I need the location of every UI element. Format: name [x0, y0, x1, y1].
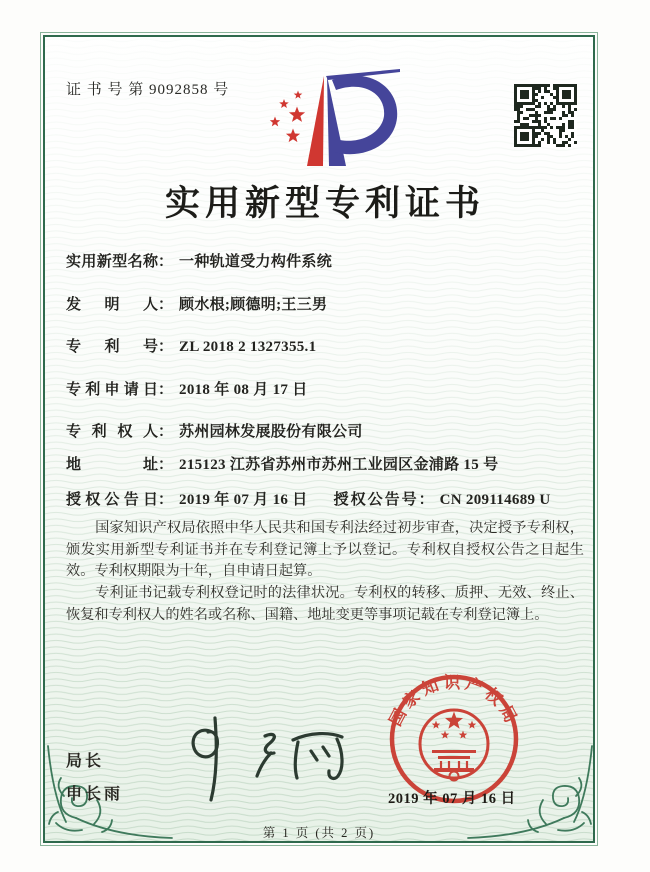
field-row [66, 488, 550, 509]
field-label: 发明人 [66, 297, 158, 313]
field-value: 苏州园林发展股份有限公司 [179, 424, 363, 440]
field-value: 一种轨道受力构件系统 [179, 254, 333, 270]
field-value: 215123 江苏省苏州市苏州工业园区金浦路 15 号 [179, 457, 499, 473]
seal-date: 2019 年 07 月 16 日 [388, 791, 516, 807]
field-label: 专利号 [66, 339, 158, 355]
logo-stars [270, 91, 305, 143]
field-label: 专利权人 [66, 424, 158, 440]
field-value: 2018 年 08 月 17 日 [179, 382, 308, 398]
page-number: 第 1 页 (共 2 页) [262, 826, 376, 840]
field-colon: ： [158, 424, 174, 440]
field-value: CN 209114689 U [439, 492, 551, 508]
seal-national-emblem [420, 710, 488, 781]
field-colon: ： [158, 254, 174, 270]
cnipa-logo-icon [250, 64, 420, 174]
field-colon: ： [158, 492, 174, 508]
field-row [66, 293, 327, 314]
signature-icon [170, 710, 370, 805]
field-label: 授权公告号 [333, 492, 419, 508]
seal-agency-text: 国家知识产权局 [385, 673, 523, 730]
field-label: 授权公告日 [66, 492, 158, 508]
legal-paragraph-2: 专利证书记载专利权登记时的法律状况。专利权的转移、质押、无效、终止、恢复和专利权人的姓名或名称、国籍、地址变更等事项记载在专利登记簿上。 [66, 585, 584, 623]
officer-name: 申长雨 [66, 786, 124, 803]
certificate-number: 证 书 号 第 9092858 号 [66, 82, 230, 98]
legal-text [66, 518, 584, 627]
field-row [66, 453, 498, 474]
field-value: ZL 2018 2 1327355.1 [179, 339, 317, 355]
legal-paragraph-1: 国家知识产权局依照中华人民共和国专利法经过初步审查，决定授予专利权，颁发实用新型专利证书并在专利登记簿上予以登记。专利权自授权公告之日起生效。专利权期限为十年，自申请日起算。 [66, 520, 584, 580]
field-row [66, 378, 308, 399]
field-label: 实用新型名称 [66, 254, 158, 270]
field-colon: ： [158, 382, 174, 398]
field-row [66, 420, 363, 441]
field-colon: ： [158, 297, 174, 313]
field-colon: ： [158, 339, 174, 355]
field-colon: ： [158, 457, 174, 473]
field-label: 专利申请日 [66, 382, 158, 398]
officer-title: 局长 [66, 753, 105, 770]
field-value: 顾水根;顾德明;王三男 [179, 297, 328, 313]
certificate-title: 实用新型专利证书 [164, 184, 485, 223]
field-colon: ： [418, 492, 434, 508]
field-row [66, 250, 332, 271]
field-value: 2019 年 07 月 16 日 [179, 492, 308, 508]
field-label: 地址 [66, 457, 158, 473]
field-row [66, 335, 316, 356]
qr-code-icon [514, 84, 577, 147]
fields [66, 250, 586, 510]
